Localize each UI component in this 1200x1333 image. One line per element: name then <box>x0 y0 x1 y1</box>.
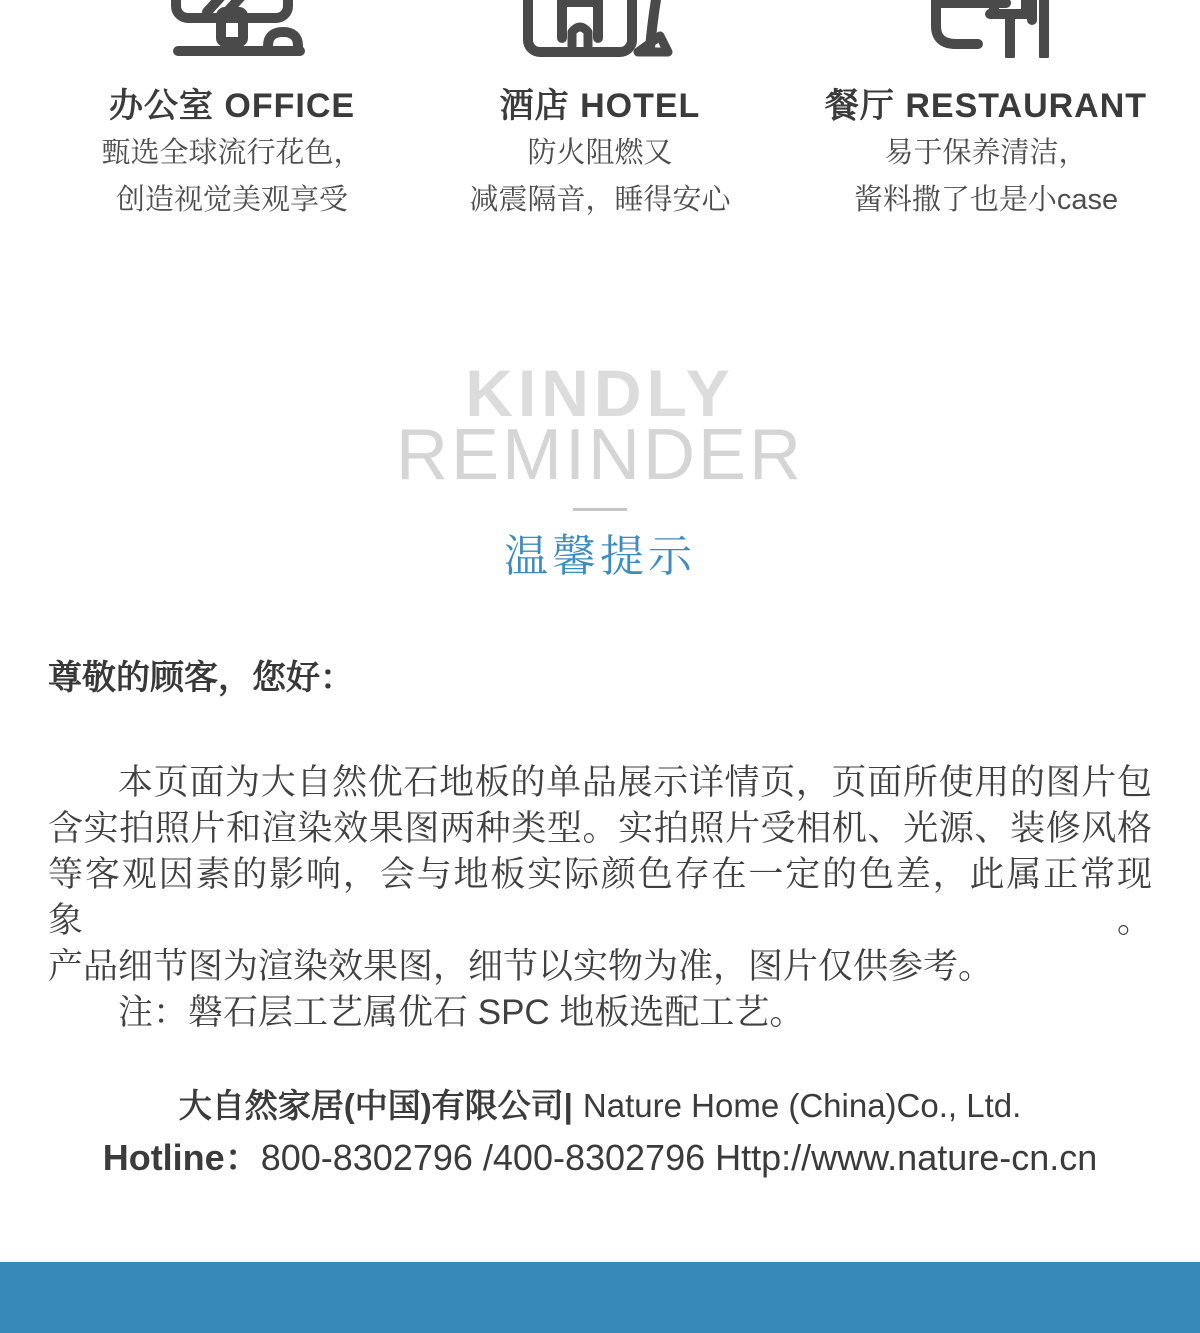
hotline-line <box>0 1136 1200 1180</box>
feature-restaurant-line1: 易于保养清洁， <box>884 137 1088 169</box>
feature-hotel <box>425 0 775 224</box>
footer <box>0 1086 1200 1180</box>
notice-paragraph <box>48 760 1152 1036</box>
paragraph-line: 本页面为大自然优石地板的单品展示详情页，页面所使用的图片包 <box>118 763 1152 802</box>
bottom-accent-bar <box>0 1262 1200 1333</box>
restaurant-cutlery-icon <box>906 0 1066 58</box>
feature-office <box>57 0 407 224</box>
paragraph-line: 等客观因素的影响，会与地板实际颜色存在一定的色差，此属正常现象。 <box>48 855 1152 940</box>
salutation-heading: 尊敬的顾客，您好： <box>48 659 354 697</box>
reminder-watermark-line2: REMINDER <box>395 415 804 495</box>
divider-line <box>573 508 627 511</box>
feature-restaurant-line2: 酱料撒了也是小case <box>853 184 1119 216</box>
reminder-watermark-line1: KINDLY <box>465 356 735 430</box>
hotline-label: Hotline： <box>102 1137 261 1178</box>
feature-office-title: 办公室 OFFICE <box>108 87 356 125</box>
kindly-reminder-section <box>0 356 1200 581</box>
hotel-building-icon <box>520 0 680 58</box>
feature-hotel-line1: 防火阻燃又 <box>527 137 673 169</box>
paragraph-line: 产品细节图为渲染效果图，细节以实物为准，图片仅供参考。 <box>48 947 994 986</box>
company-name-cn: 大自然家居(中国)有限公司| <box>178 1087 573 1124</box>
feature-office-line1: 甄选全球流行花色， <box>101 137 363 169</box>
feature-hotel-line2: 减震隔音，睡得安心 <box>469 184 731 216</box>
feature-restaurant <box>800 0 1172 224</box>
company-name-line <box>0 1086 1200 1126</box>
note-line: 注：磐石层工艺属优石 SPC 地板选配工艺。 <box>118 993 805 1032</box>
paragraph-line: 含实拍照片和渲染效果图两种类型。实拍照片受相机、光源、装修风格 <box>48 809 1152 848</box>
company-name-en: Nature Home (China)Co., Ltd. <box>582 1087 1022 1124</box>
feature-hotel-title: 酒店 HOTEL <box>499 87 701 125</box>
feature-restaurant-title: 餐厅 RESTAURANT <box>824 87 1148 125</box>
website-url: Http://www.nature-cn.cn <box>715 1137 1098 1178</box>
desktop-computer-icon <box>152 0 312 58</box>
feature-office-line2: 创造视觉美观享受 <box>115 184 348 216</box>
hotline-numbers: 800-8302796 /400-8302796 <box>260 1137 706 1178</box>
reminder-subheading: 温馨提示 <box>504 532 696 581</box>
